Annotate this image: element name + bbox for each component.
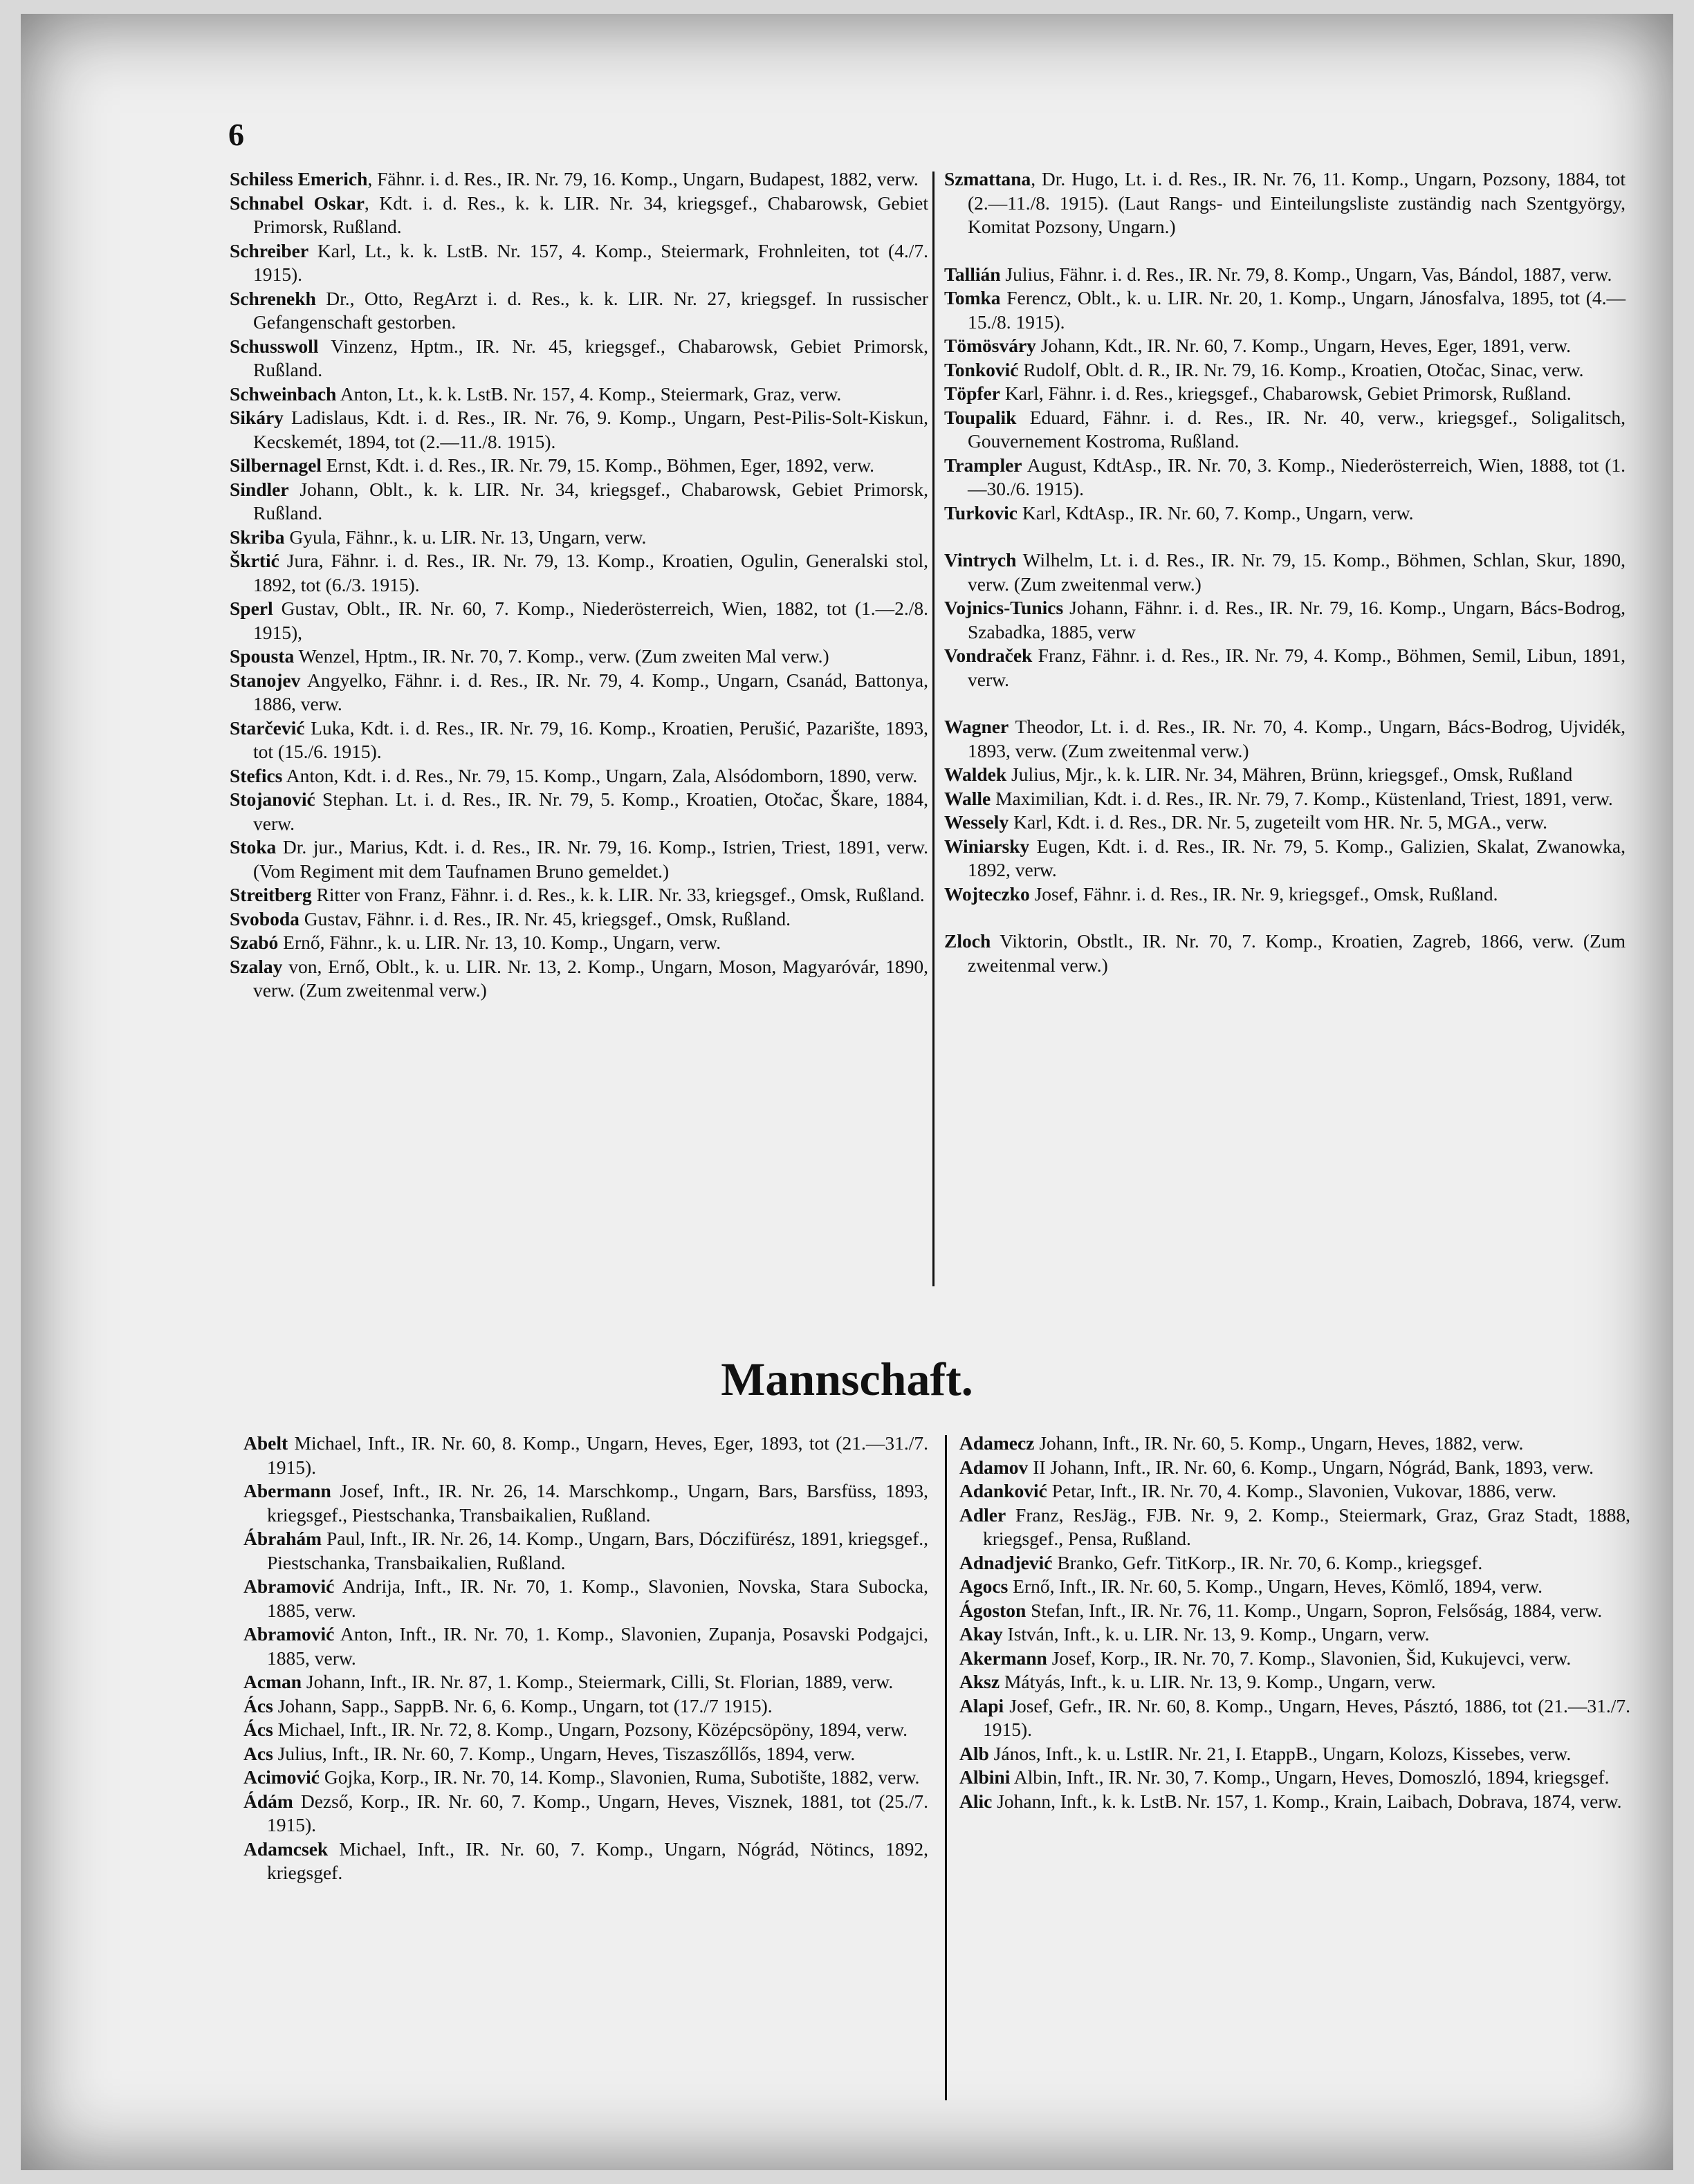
entry-name: Schweinbach [230, 382, 337, 405]
list-entry [959, 1766, 1630, 1790]
entry-details: Branko, Gefr. TitKorp., IR. Nr. 70, 6. Komp., kriegsgef. [1052, 1551, 1483, 1573]
entry-name: Wessely [944, 811, 1009, 833]
list-entry [959, 1479, 1630, 1503]
entry-details: Johann, Sapp., SappB. Nr. 6, 6. Komp., Ungarn, tot (17./7 1915). [273, 1694, 773, 1716]
entry-name: Tallián [944, 263, 1001, 285]
list-entry [230, 549, 928, 597]
list-entry [944, 596, 1626, 644]
entry-name: Ádám [243, 1790, 293, 1812]
entry-name: Tömösváry [944, 335, 1036, 356]
entry-details: István, Inft., k. u. LIR. Nr. 13, 9. Komp., Ungarn, verw. [1002, 1623, 1430, 1645]
entry-details: II Johann, Inft., IR. Nr. 60, 6. Komp., Ungarn, Nógrád, Bank, 1893, verw. [1028, 1456, 1594, 1478]
entry-details: Franz, ResJäg., FJB. Nr. 9, 2. Komp., Steiermark, Graz, Graz Stadt, 1888, kriegsgef., Pensa, Rußland. [983, 1503, 1630, 1549]
entry-details: Josef, Korp., IR. Nr. 70, 7. Komp., Slavonien, Šid, Kukujevci, verw. [1047, 1647, 1572, 1669]
page-number: 6 [228, 117, 244, 152]
entry-name: Ágoston [959, 1599, 1026, 1621]
entry-details: , Kdt. i. d. Res., k. k. LIR. Nr. 34, kriegsgef., Chabarowsk, Gebiet Primorsk, Rußland. [253, 192, 928, 237]
list-entry [230, 335, 928, 382]
entry-name: Stojanović [230, 788, 315, 810]
entry-details: Gyula, Fähnr., k. u. LIR. Nr. 13, Ungarn, verw. [284, 526, 647, 548]
list-entry [230, 645, 928, 669]
entry-details: Albin, Inft., IR. Nr. 30, 7. Komp., Ungarn, Heves, Domoszló, 1894, kriegsgef. [1010, 1766, 1610, 1788]
entry-name: Aksz [959, 1671, 1000, 1692]
list-entry [944, 882, 1626, 907]
list-entry [243, 1718, 928, 1742]
entry-name: Stanojev [230, 669, 301, 691]
entry-details: Michael, Inft., IR. Nr. 60, 7. Komp., Ungarn, Nógrád, Nötincs, 1892, kriegsgef. [267, 1838, 928, 1883]
list-entry [944, 548, 1626, 596]
entry-details: Johann, Fähnr. i. d. Res., IR. Nr. 79, 16. Komp., Ungarn, Bács-Bodrog, Szabadka, 1885, verw [968, 597, 1626, 642]
list-entry [230, 597, 928, 645]
entry-details: Anton, Lt., k. k. LstB. Nr. 157, 4. Komp., Steiermark, Graz, verw. [336, 382, 842, 405]
list-entry [230, 478, 928, 526]
entry-details: Andrija, Inft., IR. Nr. 70, 1. Komp., Slavonien, Novska, Stara Subocka, 1885, verw. [267, 1575, 928, 1621]
entry-details: Gojka, Korp., IR. Nr. 70, 14. Komp., Slavonien, Ruma, Subotište, 1882, verw. [319, 1766, 920, 1788]
entry-name: Schreiber [230, 239, 309, 261]
entry-name: Acs [243, 1742, 273, 1764]
list-entry [944, 835, 1626, 882]
list-entry [944, 263, 1626, 287]
list-entry [944, 787, 1626, 811]
column-divider [945, 1435, 947, 2100]
entry-details: Vinzenz, Hptm., IR. Nr. 45, kriegsgef., Chabarowsk, Gebiet Primorsk, Rußland. [253, 335, 928, 380]
list-entry [944, 929, 1626, 977]
list-entry [230, 167, 928, 192]
list-entry [230, 192, 928, 239]
entry-name: Sindler [230, 478, 289, 500]
mannschaft-right-column [959, 1432, 1630, 1813]
list-entry [959, 1694, 1630, 1742]
list-entry [959, 1599, 1630, 1623]
list-entry [230, 764, 928, 788]
entry-details: Julius, Mjr., k. k. LIR. Nr. 34, Mähren, Brünn, kriegsgef., Omsk, Rußland [1006, 764, 1573, 785]
list-entry [230, 454, 928, 478]
entry-details: Ritter von Franz, Fähnr. i. d. Res., k. k. LIR. Nr. 33, kriegsgef., Omsk, Rußland. [311, 884, 925, 905]
entry-name: Abramović [243, 1575, 335, 1597]
entry-details: Julius, Fähnr. i. d. Res., IR. Nr. 79, 8. Komp., Ungarn, Vas, Bándol, 1887, verw. [1000, 263, 1612, 285]
list-entry [959, 1456, 1630, 1480]
entry-details: Karl, Lt., k. k. LstB. Nr. 157, 4. Komp., Steiermark, Frohnleiten, tot (4./7. 1915). [253, 239, 928, 285]
list-entry [230, 526, 928, 550]
column-divider [932, 172, 935, 1286]
list-entry [959, 1742, 1630, 1766]
entry-details: Stephan. Lt. i. d. Res., IR. Nr. 79, 5. Komp., Kroatien, Otočac, Škare, 1884, verw. [253, 788, 928, 834]
list-entry [243, 1766, 928, 1790]
officers-right-column [944, 167, 1626, 977]
entry-name: Walle [944, 787, 991, 809]
list-entry [243, 1790, 928, 1838]
entry-details: Gustav, Fähnr. i. d. Res., IR. Nr. 45, kriegsgef., Omsk, Rußland. [299, 907, 791, 929]
entry-name: Adnadjević [959, 1551, 1053, 1573]
entry-name: Starčević [230, 716, 305, 739]
list-entry [243, 1670, 928, 1694]
entry-details: von, Ernő, Oblt., k. u. LIR. Nr. 13, 2. Komp., Ungarn, Moson, Magyaróvár, 1890, verw. (Zum zweitenmal verw.) [253, 955, 928, 1001]
entry-name: Ács [243, 1719, 273, 1740]
entry-details: Ladislaus, Kdt. i. d. Res., IR. Nr. 76, 9. Komp., Ungarn, Pest-Pilis-Solt-Kiskun, Kecskemét, 1894, tot (2.—11./8. 1915). [253, 407, 928, 452]
entry-name: Agocs [959, 1575, 1009, 1597]
entry-details: Wilhelm, Lt. i. d. Res., IR. Nr. 79, 15. Komp., Böhmen, Schlan, Skur, 1890, verw. (Zum zweitenmal verw.) [968, 549, 1626, 595]
entry-details: Josef, Inft., IR. Nr. 26, 14. Marschkomp., Ungarn, Bars, Barsfüss, 1893, kriegsgef., Piestschanka, Transbaikalien, Rußland. [267, 1480, 928, 1526]
list-entry [230, 931, 928, 955]
list-entry [243, 1742, 928, 1766]
list-entry [230, 406, 928, 454]
list-entry [230, 883, 928, 907]
list-entry [243, 1838, 928, 1885]
list-entry [944, 382, 1626, 406]
entry-name: Alapi [959, 1694, 1004, 1716]
entry-name: Spousta [230, 645, 295, 667]
entry-name: Adamov [959, 1456, 1029, 1478]
list-entry [230, 955, 928, 1003]
list-entry [959, 1503, 1630, 1551]
entry-details: Mátyás, Inft., k. u. LIR. Nr. 13, 9. Komp., Ungarn, verw. [1000, 1671, 1436, 1692]
mannschaft-left-column [243, 1432, 928, 1885]
list-entry [944, 644, 1626, 692]
list-entry [230, 239, 928, 287]
entry-name: Acimović [243, 1766, 320, 1788]
entry-name: Trampler [944, 454, 1022, 476]
entry-details: Julius, Inft., IR. Nr. 60, 7. Komp., Ungarn, Heves, Tiszaszőllős, 1894, verw. [273, 1742, 856, 1764]
entry-details: Ferencz, Oblt., k. u. LIR. Nr. 20, 1. Komp., Ungarn, Jánosfalva, 1895, tot (4.—15./8. 1915). [968, 287, 1626, 333]
list-entry [944, 763, 1626, 787]
list-entry [959, 1551, 1630, 1575]
entry-name: Schusswoll [230, 335, 319, 357]
entry-name: Abelt [243, 1432, 288, 1454]
entry-name: Svoboda [230, 907, 300, 929]
entry-details: Theodor, Lt. i. d. Res., IR. Nr. 70, 4. Komp., Ungarn, Bács-Bodrog, Ujvidék, 1893, verw. (Zum zweitenmal verw.) [968, 716, 1626, 761]
entry-name: Winiarsky [944, 835, 1030, 857]
entry-name: Akermann [959, 1647, 1047, 1669]
list-entry [959, 1670, 1630, 1694]
entry-details: Ernő, Fähnr., k. u. LIR. Nr. 13, 10. Komp., Ungarn, verw. [278, 932, 721, 953]
entry-details: Eduard, Fähnr. i. d. Res., IR. Nr. 40, verw., kriegsgef., Soligalitsch, Gouvernement Kostroma, Rußland. [968, 406, 1626, 452]
entry-name: Streitberg [230, 884, 312, 905]
entry-details: Angyelko, Fähnr. i. d. Res., IR. Nr. 79, 4. Komp., Ungarn, Csanád, Battonya, 1886, verw. [253, 669, 928, 714]
entry-details: Johann, Oblt., k. k. LIR. Nr. 34, kriegsgef., Chabarowsk, Gebiet Primorsk, Rußland. [253, 478, 928, 524]
list-entry [243, 1432, 928, 1479]
list-entry [230, 907, 928, 932]
entry-name: Škrtić [230, 550, 279, 571]
list-entry [944, 811, 1626, 835]
entry-name: Adanković [959, 1480, 1047, 1501]
entry-name: Skriba [230, 526, 285, 548]
entry-details: Maximilian, Kdt. i. d. Res., IR. Nr. 79, 7. Komp., Küstenland, Triest, 1891, verw. [991, 787, 1613, 809]
document-page [21, 14, 1673, 2170]
entry-name: Wagner [944, 716, 1009, 737]
entry-name: Adamcsek [243, 1838, 329, 1860]
list-entry [243, 1694, 928, 1719]
entry-details: August, KdtAsp., IR. Nr. 70, 3. Komp., Niederösterreich, Wien, 1888, tot (1.—30./6. 1915). [968, 454, 1626, 499]
entry-details: , Fähnr. i. d. Res., IR. Nr. 79, 16. Komp., Ungarn, Budapest, 1882, verw. [367, 168, 919, 189]
entry-name: Adamecz [959, 1432, 1035, 1454]
entry-details: János, Inft., k. u. LstIR. Nr. 21, I. EtappB., Ungarn, Kolozs, Kissebes, verw. [988, 1742, 1572, 1764]
entry-details: Wenzel, Hptm., IR. Nr. 70, 7. Komp., verw. (Zum zweiten Mal verw.) [294, 645, 829, 667]
group-gap [944, 906, 1626, 929]
list-entry [959, 1622, 1630, 1647]
entry-name: Zloch [944, 930, 991, 952]
list-entry [243, 1622, 928, 1670]
entry-details: Michael, Inft., IR. Nr. 60, 8. Komp., Ungarn, Heves, Eger, 1893, tot (21.—31./7. 1915). [267, 1432, 928, 1478]
entry-name: Vintrych [944, 549, 1017, 571]
entry-details: Jura, Fähnr. i. d. Res., IR. Nr. 79, 13. Komp., Kroatien, Ogulin, Generalski stol, 1892, tot (6./3. 1915). [253, 550, 928, 595]
entry-name: Silbernagel [230, 454, 322, 476]
list-entry [230, 788, 928, 835]
list-entry [959, 1432, 1630, 1456]
list-entry [243, 1575, 928, 1622]
list-entry [944, 406, 1626, 454]
group-gap [944, 525, 1626, 548]
entry-name: Szmattana [944, 168, 1031, 189]
list-entry [944, 167, 1626, 239]
list-entry [944, 358, 1626, 382]
entry-name: Schiless Emerich [230, 168, 368, 189]
entry-details: Luka, Kdt. i. d. Res., IR. Nr. 79, 16. Komp., Kroatien, Perušić, Pazarište, 1893, tot (15./6. 1915). [253, 716, 928, 762]
entry-name: Acman [243, 1671, 302, 1692]
entry-name: Alic [959, 1790, 993, 1812]
entry-details: Johann, Inft., IR. Nr. 60, 5. Komp., Ungarn, Heves, 1882, verw. [1034, 1432, 1524, 1454]
entry-details: Eugen, Kdt. i. d. Res., IR. Nr. 79, 5. Komp., Galizien, Skalat, Zwanowka, 1892, verw. [968, 835, 1626, 880]
entry-details: Stefan, Inft., IR. Nr. 76, 11. Komp., Ungarn, Sopron, Felsőság, 1884, verw. [1026, 1599, 1603, 1621]
section-heading: Mannschaft. [721, 1353, 973, 1405]
entry-name: Toupalik [944, 406, 1017, 428]
list-entry [243, 1479, 928, 1527]
entry-details: Michael, Inft., IR. Nr. 72, 8. Komp., Ungarn, Pozsony, Középcsöpöny, 1894, verw. [273, 1719, 908, 1740]
list-entry [230, 669, 928, 716]
entry-name: Vojnics-Tunics [944, 597, 1064, 618]
entry-name: Sikáry [230, 407, 284, 428]
list-entry [959, 1647, 1630, 1671]
list-entry [944, 501, 1626, 526]
entry-details: Paul, Inft., IR. Nr. 26, 14. Komp., Ungarn, Bars, Dóczifürész, 1891, kriegsgef., Piestschanka, Transbaikalien, Rußland. [267, 1528, 928, 1573]
list-entry [230, 716, 928, 764]
entry-name: Tomka [944, 287, 1001, 308]
entry-name: Albini [959, 1766, 1011, 1788]
entry-details: Ernst, Kdt. i. d. Res., IR. Nr. 79, 15. Komp., Böhmen, Eger, 1892, verw. [321, 454, 875, 476]
entry-name: Ács [243, 1694, 273, 1716]
entry-details: Karl, Fähnr. i. d. Res., kriegsgef., Chabarowsk, Gebiet Primorsk, Rußland. [1000, 382, 1572, 404]
entry-details: Josef, Fähnr. i. d. Res., IR. Nr. 9, kriegsgef., Omsk, Rußland. [1029, 882, 1498, 905]
entry-details: Dr., Otto, RegArzt i. d. Res., k. k. LIR. Nr. 27, kriegsgef. In russischer Gefangenschaft gestorben. [253, 287, 928, 333]
entry-name: Szalay [230, 955, 283, 977]
entry-details: Rudolf, Oblt. d. R., IR. Nr. 79, 16. Komp., Kroatien, Otočac, Sinac, verw. [1018, 358, 1584, 380]
entry-name: Turkovic [944, 501, 1018, 524]
list-entry [959, 1790, 1630, 1814]
entry-details: Johann, Kdt., IR. Nr. 60, 7. Komp., Ungarn, Heves, Eger, 1891, verw. [1035, 335, 1572, 356]
entry-details: Anton, Kdt. i. d. Res., Nr. 79, 15. Komp., Ungarn, Zala, Alsódomborn, 1890, verw. [282, 764, 918, 786]
entry-name: Ábrahám [243, 1528, 322, 1549]
list-entry [944, 334, 1626, 358]
entry-details: Johann, Inft., k. k. LstB. Nr. 157, 1. Komp., Krain, Laibach, Dobrava, 1874, verw. [992, 1790, 1622, 1812]
entry-name: Schrenekh [230, 287, 316, 309]
entry-name: Tonković [944, 358, 1019, 380]
entry-name: Waldek [944, 764, 1007, 785]
entry-name: Wojteczko [944, 882, 1030, 905]
entry-details: Gustav, Oblt., IR. Nr. 60, 7. Komp., Niederösterreich, Wien, 1882, tot (1.—2./8. 1915), [253, 598, 928, 643]
entry-details: Karl, Kdt. i. d. Res., DR. Nr. 5, zugeteilt vom HR. Nr. 5, MGA., verw. [1009, 811, 1548, 833]
entry-details: Dr. jur., Marius, Kdt. i. d. Res., IR. Nr. 79, 16. Komp., Istrien, Triest, 1891, verw. (Vom Regiment mit dem Taufnamen Bruno gemeldet.) [253, 836, 928, 882]
entry-name: Akay [959, 1623, 1003, 1645]
entry-name: Szabó [230, 932, 279, 953]
list-entry [944, 454, 1626, 501]
list-entry [230, 382, 928, 407]
entry-details: , Dr. Hugo, Lt. i. d. Res., IR. Nr. 76, 11. Komp., Ungarn, Pozsony, 1884, tot (2.—11./8. 1915). (Laut Rangs- und Einteilungsliste zuständig nach Szentgyörgy, Komitat Pozsony, Ungarn.) [968, 168, 1626, 237]
entry-name: Stoka [230, 836, 277, 858]
list-entry [959, 1575, 1630, 1599]
list-entry [243, 1527, 928, 1575]
entry-details: Karl, KdtAsp., IR. Nr. 60, 7. Komp., Ungarn, verw. [1017, 501, 1414, 524]
entry-details: Anton, Inft., IR. Nr. 70, 1. Komp., Slavonien, Zupanja, Posavski Podgajci, 1885, verw. [267, 1623, 928, 1669]
entry-details: Petar, Inft., IR. Nr. 70, 4. Komp., Slavonien, Vukovar, 1886, verw. [1047, 1480, 1557, 1501]
entry-details: Ernő, Inft., IR. Nr. 60, 5. Komp., Ungarn, Heves, Kömlő, 1894, verw. [1008, 1575, 1543, 1597]
entry-name: Abramović [243, 1623, 335, 1645]
group-gap [944, 692, 1626, 715]
entry-name: Sperl [230, 598, 273, 619]
entry-details: Viktorin, Obstlt., IR. Nr. 70, 7. Komp., Kroatien, Zagreb, 1866, verw. (Zum zweitenmal verw.) [968, 930, 1626, 976]
entry-name: Alb [959, 1742, 989, 1764]
officers-left-column [230, 167, 928, 1003]
entry-details: Johann, Inft., IR. Nr. 87, 1. Komp., Steiermark, Cilli, St. Florian, 1889, verw. [302, 1671, 894, 1692]
entry-name: Adler [959, 1503, 1006, 1526]
entry-name: Töpfer [944, 382, 1000, 404]
list-entry [230, 835, 928, 883]
list-entry [944, 715, 1626, 763]
entry-name: Abermann [243, 1480, 331, 1501]
entry-name: Vondraček [944, 645, 1033, 666]
list-entry [944, 286, 1626, 334]
group-gap [944, 239, 1626, 263]
entry-details: Josef, Gefr., IR. Nr. 60, 8. Komp., Ungarn, Heves, Pásztó, 1886, tot (21.—31./7. 1915). [983, 1694, 1630, 1740]
entry-details: Franz, Fähnr. i. d. Res., IR. Nr. 79, 4. Komp., Böhmen, Semil, Libun, 1891, verw. [968, 645, 1626, 690]
entry-name: Stefics [230, 764, 283, 786]
list-entry [230, 287, 928, 335]
entry-name: Schnabel Oskar [230, 192, 365, 214]
entry-details: Dezső, Korp., IR. Nr. 60, 7. Komp., Ungarn, Heves, Visznek, 1881, tot (25./7. 1915). [267, 1790, 928, 1835]
